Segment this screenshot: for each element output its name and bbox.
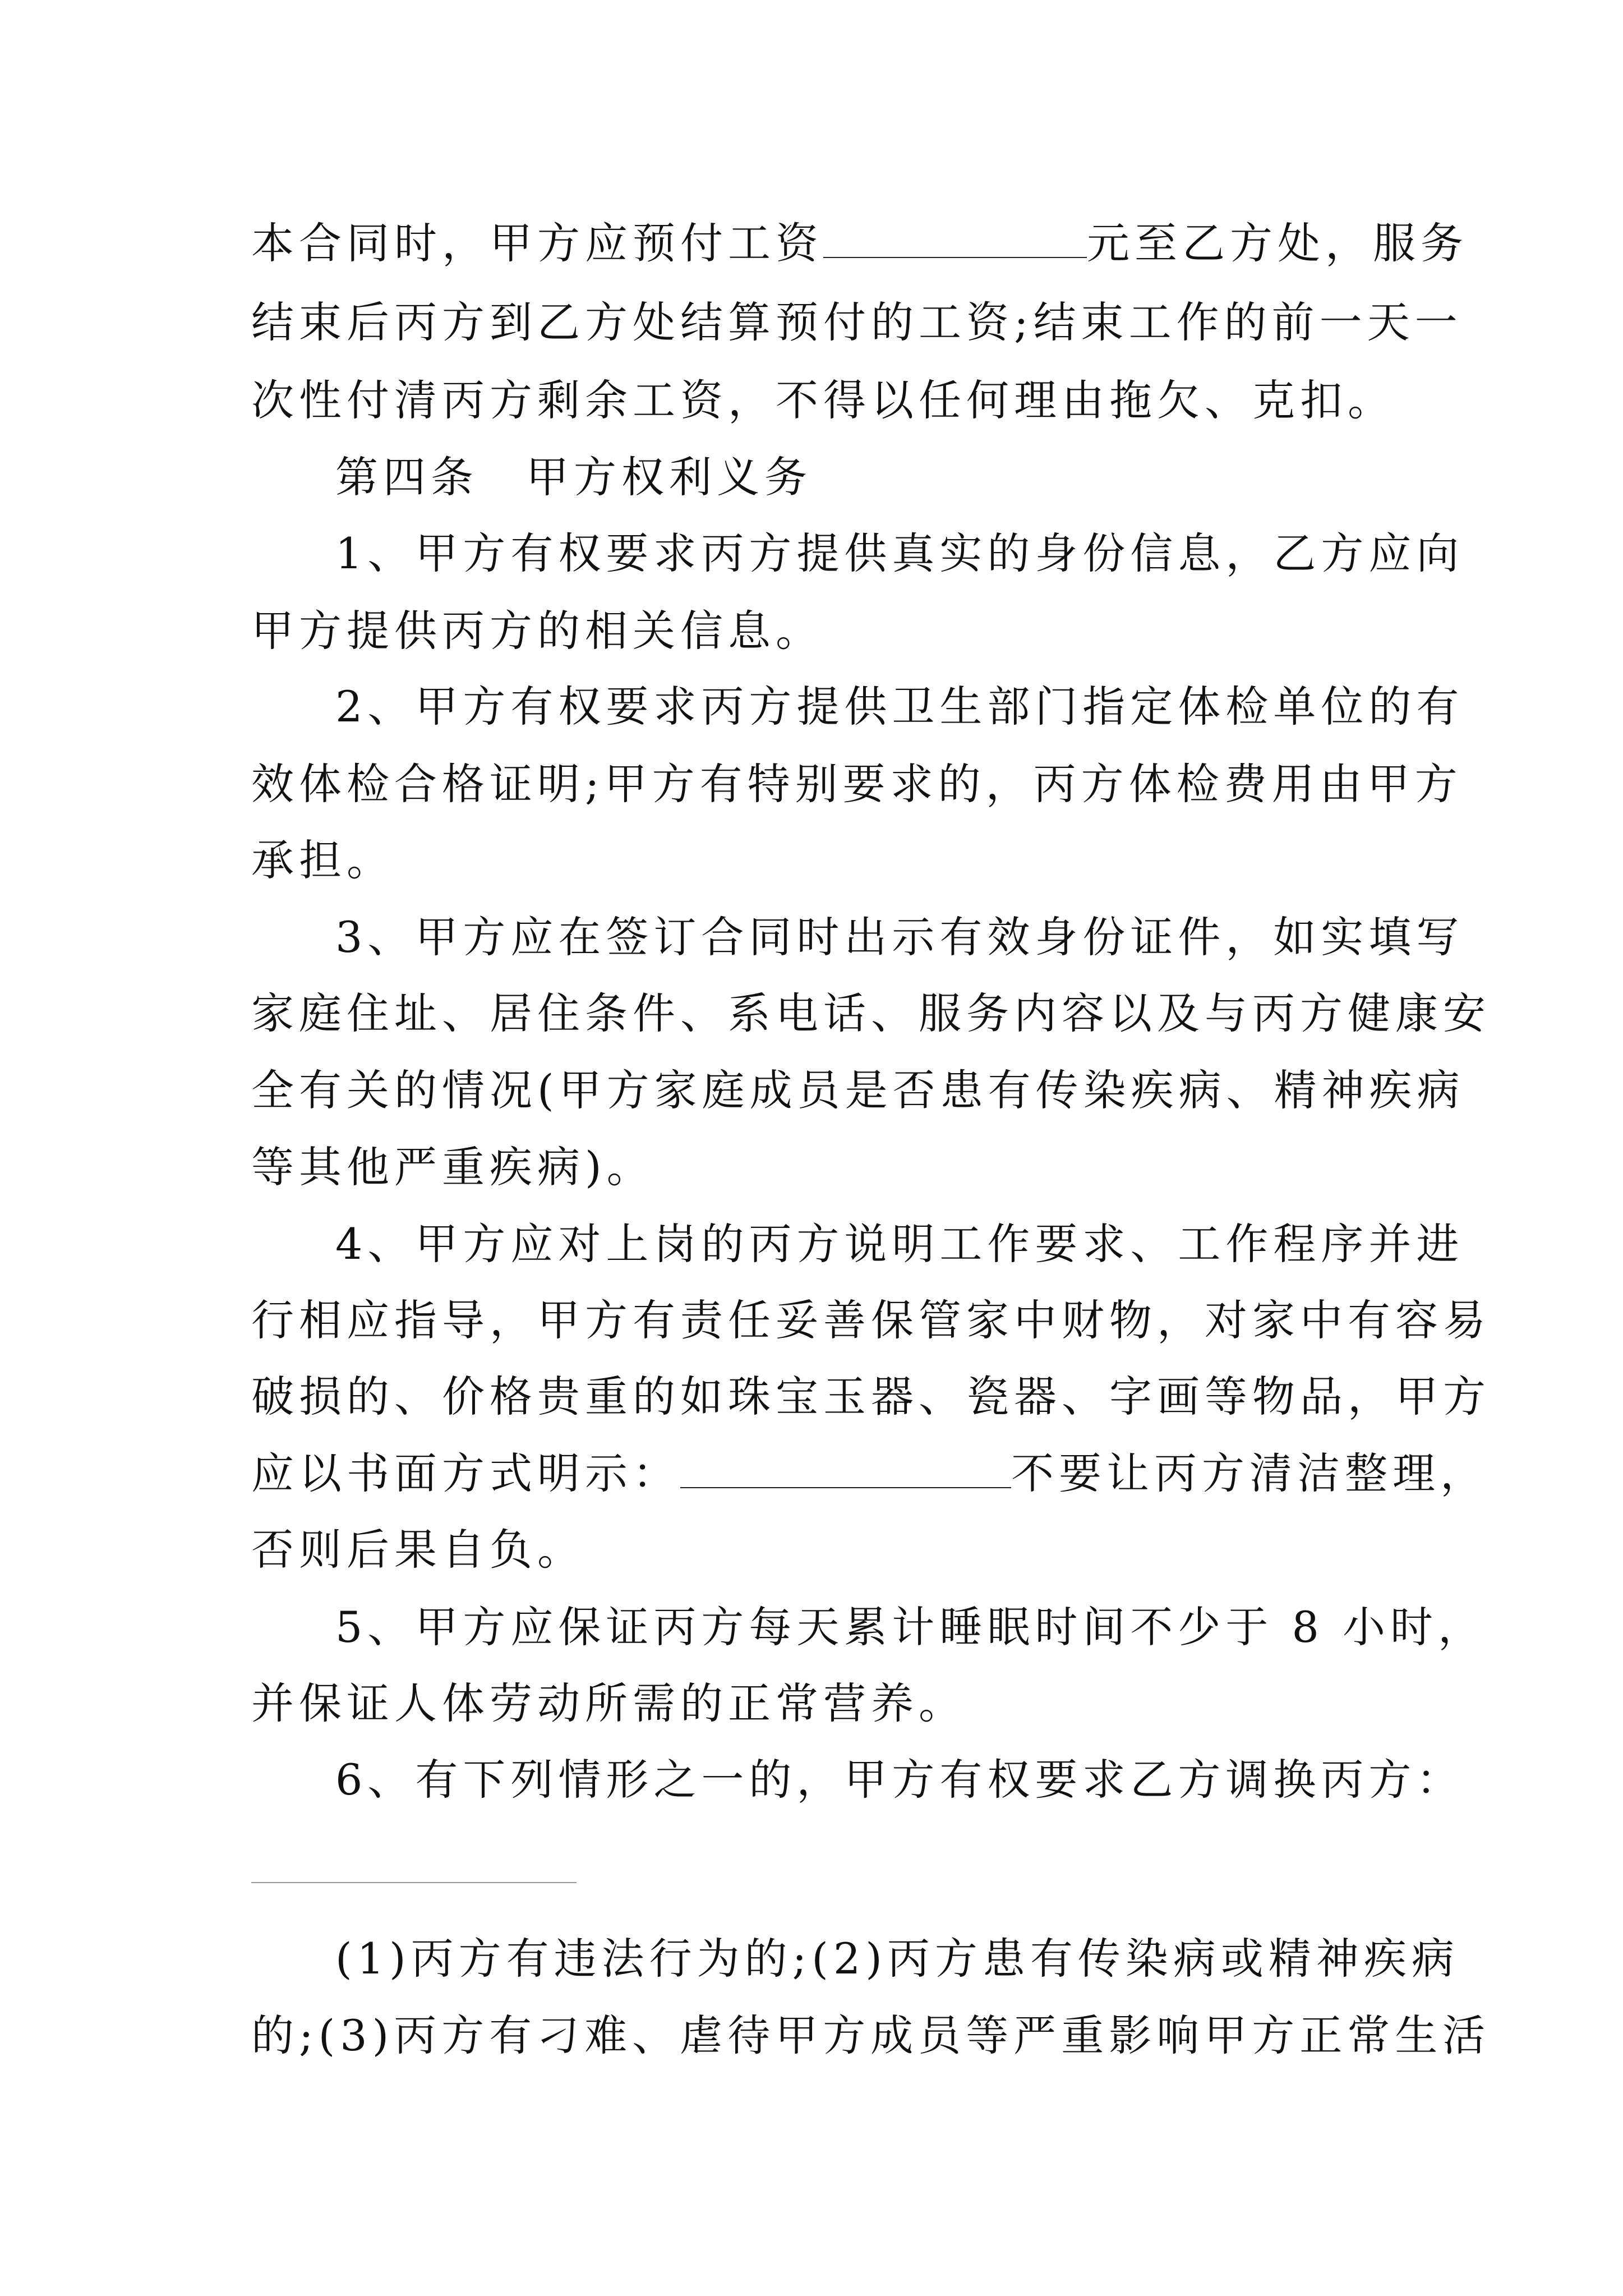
text-line: 家庭住址、居住条件、系电话、服务内容以及与丙方健康安	[251, 988, 1491, 1038]
text-segment: 元至乙方处，服务	[1087, 218, 1468, 268]
text-line: 的;(3)丙方有刁难、虐待甲方成员等严重影响甲方正常生活	[251, 2010, 1491, 2060]
text-segment: 本合同时，甲方应预付工资	[251, 218, 823, 268]
text-line: 6、有下列情形之一的，甲方有权要求乙方调换丙方：	[335, 1755, 1464, 1805]
text-line: 否则后果自负。	[251, 1525, 585, 1575]
text-line: 并保证人体劳动所需的正常营养。	[251, 1678, 966, 1728]
text-line: 承担。	[251, 835, 394, 885]
text-line	[251, 1448, 1488, 1498]
text-line: 破损的、价格贵重的如珠宝玉器、瓷器、字画等物品，甲方	[251, 1372, 1491, 1421]
text-line: 4、甲方应对上岗的丙方说明工作要求、工作程序并进	[335, 1219, 1464, 1269]
text-line: (1)丙方有违法行为的;(2)丙方患有传染病或精神疾病	[335, 1934, 1459, 1984]
text-segment: 不要让丙方清洁整理，	[1011, 1448, 1488, 1498]
fill-in-blank[interactable]	[823, 222, 1087, 258]
text-line: 1、甲方有权要求丙方提供真实的身份信息，乙方应向	[335, 528, 1464, 578]
text-line: 行相应指导，甲方有责任妥善保管家中财物，对家中有容易	[251, 1295, 1491, 1345]
text-line: 5、甲方应保证丙方每天累计睡眠时间不少于 8 小时，	[335, 1602, 1486, 1652]
text-line: 次性付清丙方剩余工资，不得以任何理由拖欠、克扣。	[251, 375, 1395, 425]
text-line	[251, 218, 1468, 268]
text-line: 3、甲方应在签订合同时出示有效身份证件，如实填写	[335, 912, 1464, 962]
text-line: 2、甲方有权要求丙方提供卫生部门指定体检单位的有	[335, 682, 1464, 731]
text-segment: 应以书面方式明示：	[251, 1448, 680, 1498]
fill-in-blank[interactable]	[680, 1452, 1011, 1488]
footnote-separator	[251, 1882, 577, 1883]
text-line: 全有关的情况(甲方家庭成员是否患有传染疾病、精神疾病	[251, 1065, 1465, 1115]
text-line: 效体检合格证明;甲方有特别要求的，丙方体检费用由甲方	[251, 759, 1463, 809]
section-heading: 第四条 甲方权利义务	[335, 452, 812, 502]
text-line: 等其他严重疾病)。	[251, 1142, 654, 1192]
text-line: 结束后丙方到乙方处结算预付的工资;结束工作的前一天一	[251, 297, 1463, 347]
text-line: 甲方提供丙方的相关信息。	[251, 606, 823, 656]
